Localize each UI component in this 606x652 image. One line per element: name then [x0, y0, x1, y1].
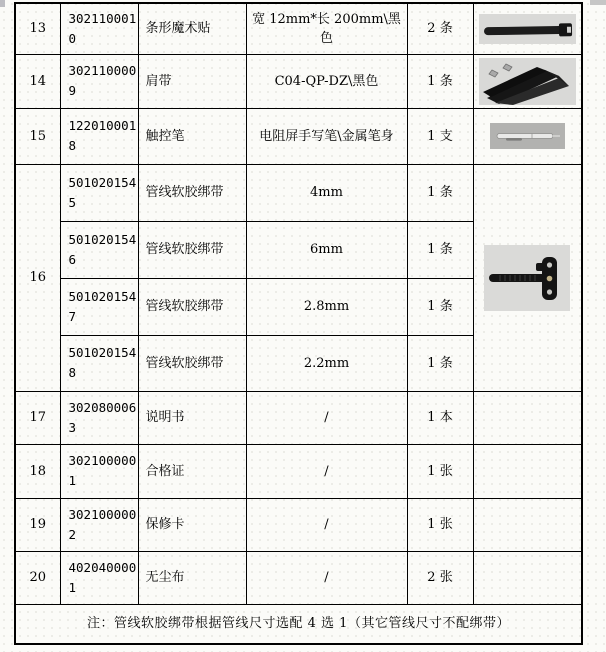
- qty-cell: 1 条: [407, 335, 473, 391]
- table-row: [15, 551, 582, 604]
- part-number-cell: 5010201548: [60, 335, 138, 391]
- qty-cell: 1 支: [407, 108, 473, 164]
- row-no-cell: 19: [15, 498, 60, 551]
- note-text: 注：管线软胶绑带根据管线尺寸选配 4 选 1（其它管线尺寸不配绑带）: [15, 604, 582, 644]
- spec-cell: 4mm: [246, 164, 407, 221]
- qty-cell: 1 张: [407, 444, 473, 498]
- table-row: [15, 391, 582, 444]
- part-number-cell: 3021100010: [60, 3, 138, 54]
- part-name-cell: 说明书: [138, 391, 246, 444]
- spec-cell: /: [246, 551, 407, 604]
- table-row: [15, 498, 582, 551]
- part-name-cell: 保修卡: [138, 498, 246, 551]
- table-row: [15, 54, 582, 108]
- image-cell-empty: [473, 498, 582, 551]
- velcro-strap-photo: [479, 14, 576, 44]
- part-number-cell: 5010201546: [60, 221, 138, 278]
- window-corner-fragment-left: [0, 0, 5, 7]
- spec-cell: 宽 12mm*长 200mm\黑色: [246, 3, 407, 54]
- stylus-photo: [490, 123, 565, 149]
- image-cell: [473, 108, 582, 164]
- part-name-cell: 合格证: [138, 444, 246, 498]
- qty-cell: 1 条: [407, 221, 473, 278]
- cable-tie-photo: [484, 245, 570, 311]
- image-cell: [473, 164, 582, 391]
- part-number-cell: 4020400001: [60, 551, 138, 604]
- spec-cell: C04-QP-DZ\黑色: [246, 54, 407, 108]
- table-row: [15, 3, 582, 54]
- spec-cell: 6mm: [246, 221, 407, 278]
- shoulder-strap-photo: [479, 58, 576, 105]
- part-number-cell: 3021000001: [60, 444, 138, 498]
- part-number-cell: 5010201547: [60, 278, 138, 335]
- scrollbar-fragment-right: [590, 0, 606, 5]
- spec-cell: 2.2mm: [246, 335, 407, 391]
- spec-cell: /: [246, 391, 407, 444]
- qty-cell: 1 条: [407, 278, 473, 335]
- qty-cell: 2 张: [407, 551, 473, 604]
- part-name-cell: 肩带: [138, 54, 246, 108]
- part-number-cell: 1220100018: [60, 108, 138, 164]
- part-name-cell: 触控笔: [138, 108, 246, 164]
- row-no-cell: 18: [15, 444, 60, 498]
- image-cell-empty: [473, 444, 582, 498]
- part-name-cell: 无尘布: [138, 551, 246, 604]
- part-name-cell: 管线软胶绑带: [138, 164, 246, 221]
- qty-cell: 1 张: [407, 498, 473, 551]
- spec-cell: 2.8mm: [246, 278, 407, 335]
- qty-cell: 1 条: [407, 164, 473, 221]
- image-cell: [473, 54, 582, 108]
- part-number-cell: 5010201545: [60, 164, 138, 221]
- row-no-cell: 17: [15, 391, 60, 444]
- row-no-cell: 14: [15, 54, 60, 108]
- spec-cell: 电阻屏手写笔\金属笔身: [246, 108, 407, 164]
- table-note-row: [15, 604, 582, 644]
- part-name-cell: 管线软胶绑带: [138, 221, 246, 278]
- part-number-cell: 3021100009: [60, 54, 138, 108]
- part-name-cell: 管线软胶绑带: [138, 278, 246, 335]
- qty-cell: 1 本: [407, 391, 473, 444]
- row-no-cell: 20: [15, 551, 60, 604]
- qty-cell: 2 条: [407, 3, 473, 54]
- row-no-cell: 15: [15, 108, 60, 164]
- spec-cell: /: [246, 498, 407, 551]
- part-name-cell: 管线软胶绑带: [138, 335, 246, 391]
- row-no-cell: 16: [15, 164, 60, 391]
- qty-cell: 1 条: [407, 54, 473, 108]
- part-number-cell: 3020800063: [60, 391, 138, 444]
- table-row: [15, 444, 582, 498]
- row-no-cell: 13: [15, 3, 60, 54]
- part-name-cell: 条形魔术贴: [138, 3, 246, 54]
- table-row: [15, 108, 582, 164]
- image-cell-empty: [473, 551, 582, 604]
- table-row: [15, 164, 582, 221]
- image-cell: [473, 3, 582, 54]
- image-cell-empty: [473, 391, 582, 444]
- parts-list-table: [14, 2, 583, 645]
- spec-cell: /: [246, 444, 407, 498]
- part-number-cell: 3021000002: [60, 498, 138, 551]
